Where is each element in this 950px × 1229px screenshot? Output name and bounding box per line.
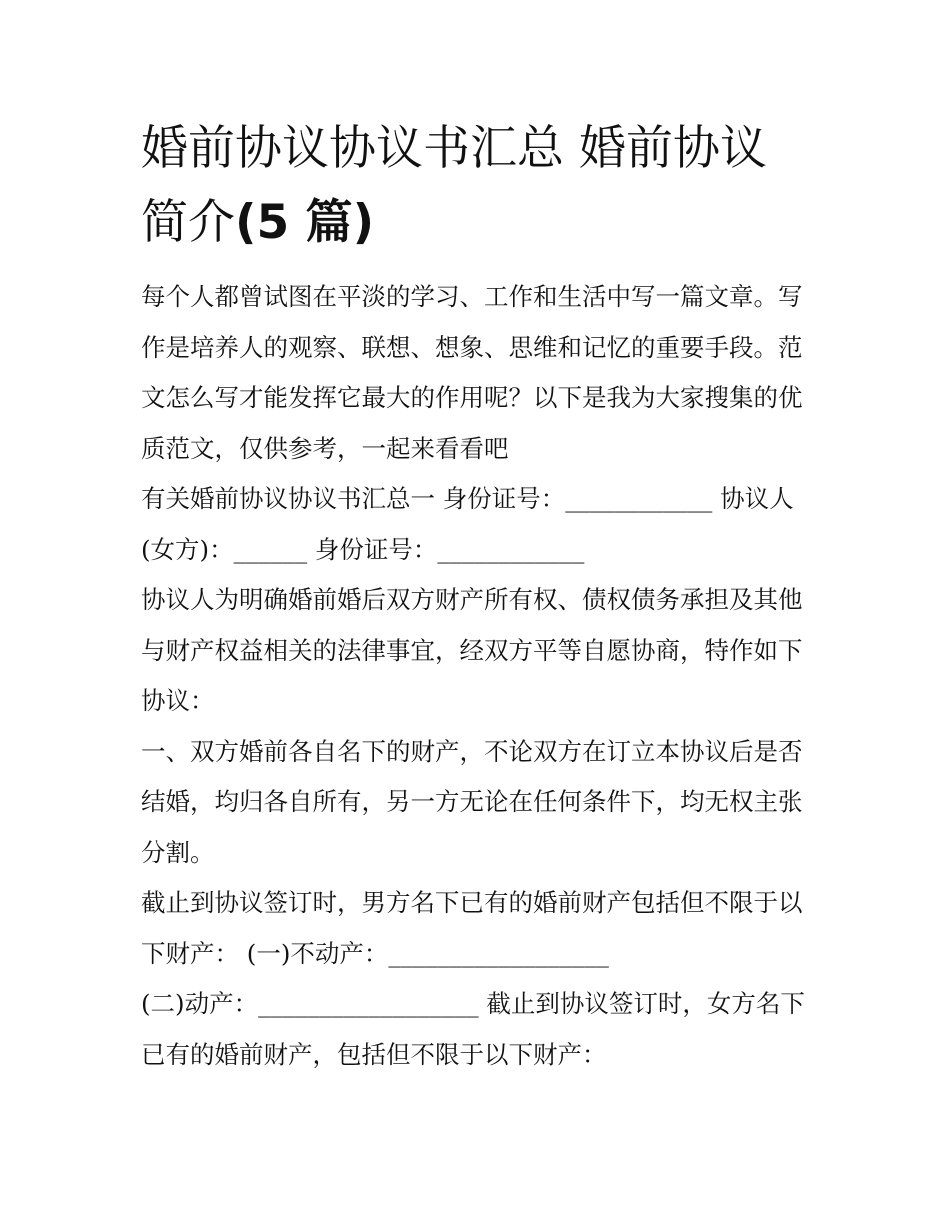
paragraph-movable-assets: (二)动产：__________________ 截止到协议签订时，女方名下已有的婚前财产，包括但不限于以下财产： xyxy=(141,989,805,1069)
document-title xyxy=(141,112,816,260)
paragraph-clause-1: 一、双方婚前各自名下的财产，不论双方在订立本协议后是否结婚，均归各自所有，另一方无论在任何条件下，均无权主张分割。 xyxy=(141,736,803,867)
paragraph-male-assets: 截止到协议签订时，男方名下已有的婚前财产包括但不限于以下财产： (一)不动产：__________________ xyxy=(141,888,803,968)
title-line-1: 婚前协议协议书汇总 婚前协议 xyxy=(141,121,767,176)
title-line-2-pre: 简介 xyxy=(141,195,235,250)
paragraph-purpose: 协议人为明确婚前婚后双方财产所有权、债权债务承担及其他与财产权益相关的法律事宜，经双方平等自愿协商，特作如下协议： xyxy=(141,585,803,715)
title-line-2-end: ) xyxy=(352,195,375,250)
paragraph-intro: 每个人都曾试图在平淡的学习、工作和生活中写一篇文章。写作是培养人的观察、联想、想象、思维和记忆的重要手段。范文怎么写才能发挥它最大的作用呢？以下是我为大家搜集的优质范文，仅供参考，一起来看看吧 xyxy=(141,282,803,463)
paragraph-id-fields: 有关婚前协议协议书汇总一 身份证号：____________ 协议人(女方)：______ 身份证号：____________ xyxy=(141,484,794,564)
document-body xyxy=(141,112,816,1080)
title-line-2-mid: 篇 xyxy=(289,195,353,250)
title-line-2-bold: (5 xyxy=(235,195,290,250)
